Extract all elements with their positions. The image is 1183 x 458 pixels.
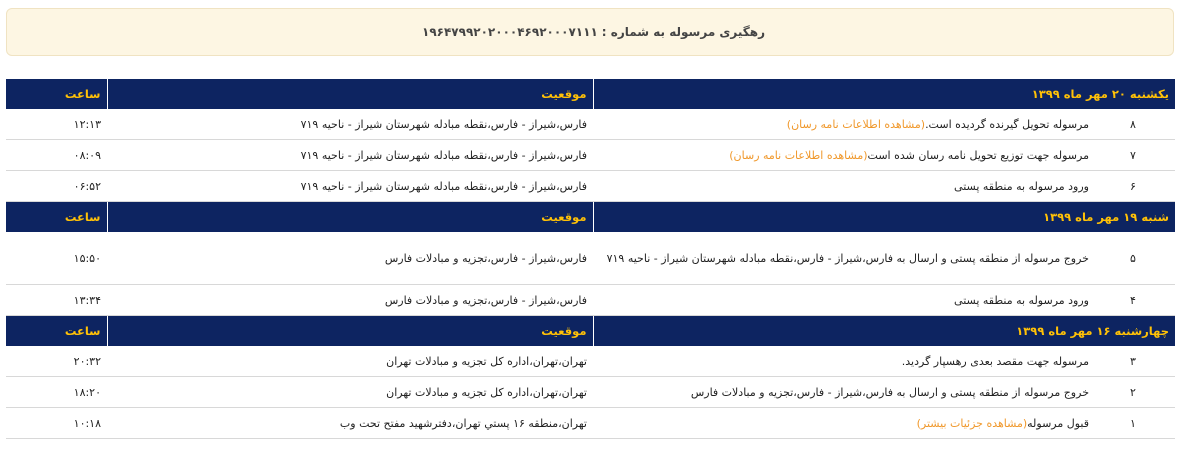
event-time: ۰۸:۰۹ [6,140,107,171]
event-row [6,285,1175,316]
event-time: ۱۰:۱۸ [6,408,107,439]
tracking-table [6,79,1175,439]
event-cell [593,408,1175,439]
event-time: ۱۵:۵۰ [6,232,107,285]
event-row [6,346,1175,377]
date-header-row [6,202,1175,233]
event-location: تهران،تهران،اداره کل تجزیه و مبادلات تهران [107,346,593,377]
date-header: یکشنبه ۲۰ مهر ماه ۱۳۹۹ [593,79,1175,109]
event-time: ۱۸:۲۰ [6,377,107,408]
event-description-text: خروج مرسوله از منطقه پستی و ارسال به فارس،شیراز - فارس،تجزیه و مبادلات فارس [690,385,1089,399]
event-time: ۱۳:۳۴ [6,285,107,316]
event-cell [593,377,1175,408]
tracking-banner [6,8,1174,56]
event-description-text: خروج مرسوله از منطقه پستی و ارسال به فارس،شیراز - فارس،نقطه مبادله شهرستان شیراز - ناحیه ۷۱۹ [606,251,1089,265]
date-header-row [6,79,1175,109]
event-location: فارس،شیراز - فارس،نقطه مبادله شهرستان شیراز - ناحیه ۷۱۹ [107,171,593,202]
details-link[interactable]: (مشاهده اطلاعات نامه رسان) [729,148,868,162]
event-row [6,232,1175,285]
event-location: فارس،شیراز - فارس،تجزیه و مبادلات فارس [107,285,593,316]
location-column-header: موقعیت [107,79,593,109]
event-description [607,248,1115,269]
event-cell [593,140,1175,171]
event-time: ۲۰:۳۲ [6,346,107,377]
event-location: تهران،تهران،اداره کل تجزیه و مبادلات تهران [107,377,593,408]
event-row [6,408,1175,439]
details-link[interactable]: (مشاهده جزئیات بیشتر) [916,416,1028,430]
location-column-header: موقعیت [107,202,593,233]
event-cell [593,232,1175,285]
location-column-header: موقعیت [107,316,593,347]
event-row [6,109,1175,140]
event-description-text: ورود مرسوله به منطقه پستی [954,293,1089,307]
event-location: تهران،منطقه ۱۶ پستي تهران،دفترشهید مفتح تحت وب [107,408,593,439]
event-row [6,140,1175,171]
event-description [954,176,1115,197]
event-location: فارس،شیراز - فارس،نقطه مبادله شهرستان شیراز - ناحیه ۷۱۹ [107,109,593,140]
event-description [954,290,1115,311]
event-number: ۵ [1130,251,1136,265]
date-header-row [6,316,1175,347]
time-column-header: ساعت [6,79,107,109]
event-number: ۶ [1130,179,1136,193]
event-description [787,114,1115,135]
tracking-number: ۱۹۶۴۷۹۹۲۰۲۰۰۰۴۶۹۲۰۰۰۷۱۱۱ [422,25,598,39]
event-description-text: مرسوله جهت مقصد بعدی رهسپار گردید. [901,354,1089,368]
event-cell [593,109,1175,140]
event-description [902,351,1115,372]
event-row [6,377,1175,408]
event-location: فارس،شیراز - فارس،نقطه مبادله شهرستان شیراز - ناحیه ۷۱۹ [107,140,593,171]
date-header: شنبه ۱۹ مهر ماه ۱۳۹۹ [593,202,1175,233]
time-column-header: ساعت [6,316,107,347]
event-cell [593,171,1175,202]
event-cell [593,346,1175,377]
event-row [6,171,1175,202]
date-header: چهارشنبه ۱۶ مهر ماه ۱۳۹۹ [593,316,1175,347]
event-number: ۱ [1130,416,1136,430]
event-number: ۴ [1130,293,1136,307]
tracking-label: رهگیری مرسوله به شماره : [601,25,765,39]
event-description [917,413,1115,434]
event-time: ۰۶:۵۲ [6,171,107,202]
event-description-text: ورود مرسوله به منطقه پستی [954,179,1089,193]
event-cell [593,285,1175,316]
event-description [691,382,1115,403]
details-link[interactable]: (مشاهده اطلاعات نامه رسان) [786,117,926,131]
event-number: ۷ [1130,148,1136,162]
event-description-text: مرسوله جهت توزیع تحویل نامه رسان شده است [867,148,1089,162]
event-description-text: مرسوله تحویل گیرنده گردیده است. [925,117,1089,131]
event-description-text: قبول مرسوله [1027,416,1089,430]
event-location: فارس،شیراز - فارس،تجزیه و مبادلات فارس [107,232,593,285]
event-description [729,145,1115,166]
event-number: ۳ [1130,354,1136,368]
event-number: ۲ [1130,385,1136,399]
event-time: ۱۲:۱۳ [6,109,107,140]
time-column-header: ساعت [6,202,107,233]
event-number: ۸ [1130,117,1136,131]
